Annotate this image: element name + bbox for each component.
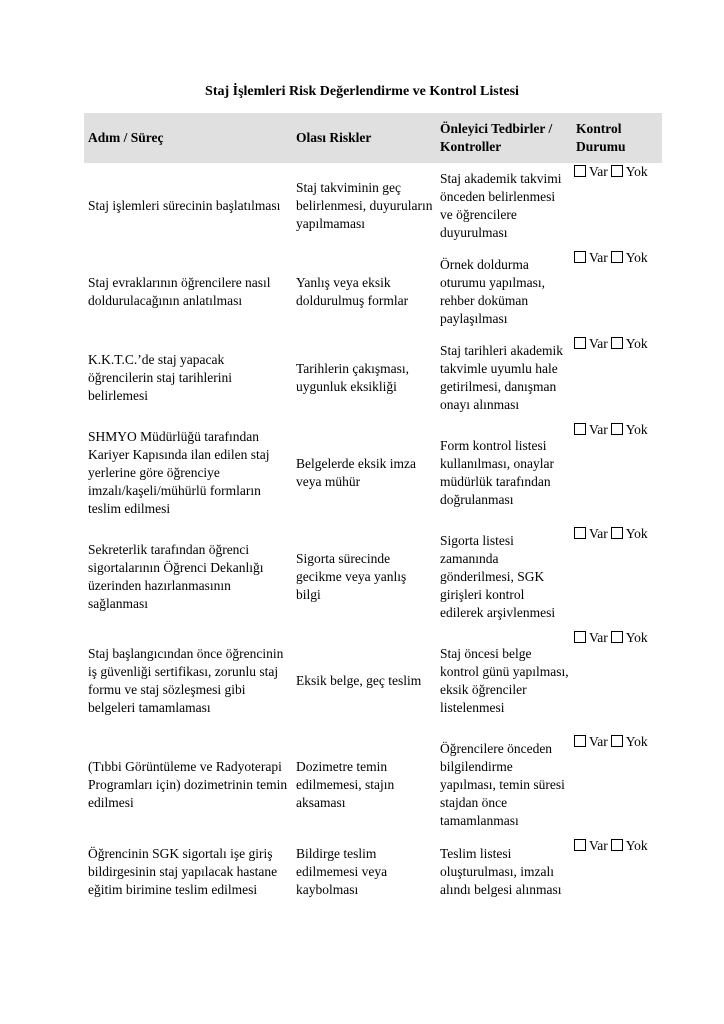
- measure-cell: Staj tarihleri akademik takvimle uyumlu hale getirilmesi, danışman onayı alınması: [440, 343, 563, 412]
- control-status-cell: [572, 163, 662, 249]
- measure-cell: Staj öncesi belge kontrol günü yapılması, eksik öğrenciler listelenmesi: [440, 646, 569, 715]
- table-row: [84, 163, 662, 249]
- measure-cell: Öğrencilere önceden bilgilendirme yapılması, temin süresi stajdan önce tamamlanması: [440, 741, 565, 828]
- table-row: [84, 421, 662, 525]
- measure-cell: Staj akademik takvimi önceden belirlenmesi ve öğrencilere duyurulması: [440, 171, 562, 240]
- yok-label: Yok: [625, 734, 648, 749]
- yok-label: Yok: [625, 630, 648, 645]
- var-label: Var: [589, 250, 608, 265]
- yok-label: Yok: [625, 164, 648, 179]
- yok-checkbox[interactable]: [611, 527, 623, 539]
- measure-cell: Sigorta listesi zamanında gönderilmesi, SGK girişleri kontrol edilerek arşivlenmesi: [440, 533, 556, 620]
- var-checkbox[interactable]: [574, 251, 586, 263]
- document-title: Staj İşlemleri Risk Değerlendirme ve Kontrol Listesi: [205, 84, 519, 99]
- risk-cell: Eksik belge, geç teslim: [296, 673, 422, 688]
- risk-cell: Sigorta sürecinde gecikme veya yanlış bilgi: [296, 551, 407, 602]
- yok-checkbox[interactable]: [611, 165, 623, 177]
- step-cell: K.K.T.C.’de staj yapacak öğrencilerin staj tarihlerini belirlemesi: [88, 352, 232, 403]
- step-cell: Sekreterlik tarafından öğrenci sigortalarının Öğrenci Dekanlığı üzerinden hazırlanmasının sağlanması: [88, 542, 264, 611]
- yok-label: Yok: [625, 336, 648, 351]
- risk-cell: Tarihlerin çakışması, uygunluk eksikliği: [296, 361, 410, 394]
- yok-checkbox[interactable]: [611, 631, 623, 643]
- yok-label: Yok: [625, 422, 648, 437]
- yok-checkbox[interactable]: [611, 251, 623, 263]
- measure-cell: Form kontrol listesi kullanılması, onaylar müdürlük tarafından doğrulanması: [440, 438, 554, 507]
- control-status-cell: [572, 837, 662, 907]
- control-status-cell: [572, 525, 662, 629]
- table-row: [84, 837, 662, 907]
- table-header-row: [84, 113, 662, 163]
- var-label: Var: [589, 336, 608, 351]
- step-cell: Staj işlemleri sürecinin başlatılması: [88, 198, 281, 213]
- table-row: [84, 629, 662, 733]
- control-status-cell: [572, 733, 662, 837]
- header-risks: Olası Riskler: [292, 113, 436, 163]
- var-checkbox[interactable]: [574, 337, 586, 349]
- var-checkbox[interactable]: [574, 527, 586, 539]
- table-row: [84, 733, 662, 837]
- risk-cell: Belgelerde eksik imza veya mühür: [296, 456, 416, 489]
- var-checkbox[interactable]: [574, 839, 586, 851]
- var-label: Var: [589, 630, 608, 645]
- risk-cell: Yanlış veya eksik doldurulmuş formlar: [296, 275, 409, 308]
- var-label: Var: [589, 526, 608, 541]
- yok-label: Yok: [625, 838, 648, 853]
- control-status-cell: [572, 335, 662, 421]
- measure-cell: Teslim listesi oluşturulması, imzalı alındı belgesi alınması: [440, 846, 562, 897]
- var-label: Var: [589, 164, 608, 179]
- control-status-cell: [572, 249, 662, 335]
- var-label: Var: [589, 734, 608, 749]
- var-checkbox[interactable]: [574, 631, 586, 643]
- yok-label: Yok: [625, 526, 648, 541]
- var-label: Var: [589, 838, 608, 853]
- control-status-cell: [572, 629, 662, 733]
- step-cell: Staj başlangıcından önce öğrencinin iş güvenliği sertifikası, zorunlu staj formu ve staj sözleşmesi gibi belgeleri tamamlaması: [88, 646, 284, 715]
- var-checkbox[interactable]: [574, 735, 586, 747]
- yok-checkbox[interactable]: [611, 735, 623, 747]
- header-step: Adım / Süreç: [84, 113, 292, 163]
- yok-label: Yok: [625, 250, 648, 265]
- risk-cell: Bildirge teslim edilmemesi veya kaybolması: [296, 846, 388, 897]
- yok-checkbox[interactable]: [611, 423, 623, 435]
- table-row: [84, 249, 662, 335]
- table-row: [84, 525, 662, 629]
- step-cell: (Tıbbi Görüntüleme ve Radyoterapi Programları için) dozimetrinin temin edilmesi: [88, 759, 288, 810]
- table-row: [84, 335, 662, 421]
- step-cell: Öğrencinin SGK sigortalı işe giriş bildirgesinin staj yapılacak hastane eğitim birimine teslim edilmesi: [88, 846, 278, 897]
- control-status-cell: [572, 421, 662, 525]
- step-cell: SHMYO Müdürlüğü tarafından Kariyer Kapısında ilan edilen staj yerlerine göre öğrenciye imzalı/kaşeli/mühürlü formların teslim edilmesi: [88, 429, 270, 516]
- var-checkbox[interactable]: [574, 423, 586, 435]
- var-label: Var: [589, 422, 608, 437]
- risk-cell: Staj takviminin geç belirlenmesi, duyuruların yapılmaması: [296, 180, 433, 231]
- step-cell: Staj evraklarının öğrencilere nasıl doldurulacağının anlatılması: [88, 275, 271, 308]
- yok-checkbox[interactable]: [611, 337, 623, 349]
- measure-cell: Örnek doldurma oturumu yapılması, rehber doküman paylaşılması: [440, 257, 545, 326]
- header-status: Kontrol Durumu: [572, 113, 662, 163]
- yok-checkbox[interactable]: [611, 839, 623, 851]
- var-checkbox[interactable]: [574, 165, 586, 177]
- risk-cell: Dozimetre temin edilmemesi, stajın aksaması: [296, 759, 395, 810]
- risk-checklist-table: [84, 113, 662, 907]
- header-measures: Önleyici Tedbirler / Kontroller: [436, 113, 572, 163]
